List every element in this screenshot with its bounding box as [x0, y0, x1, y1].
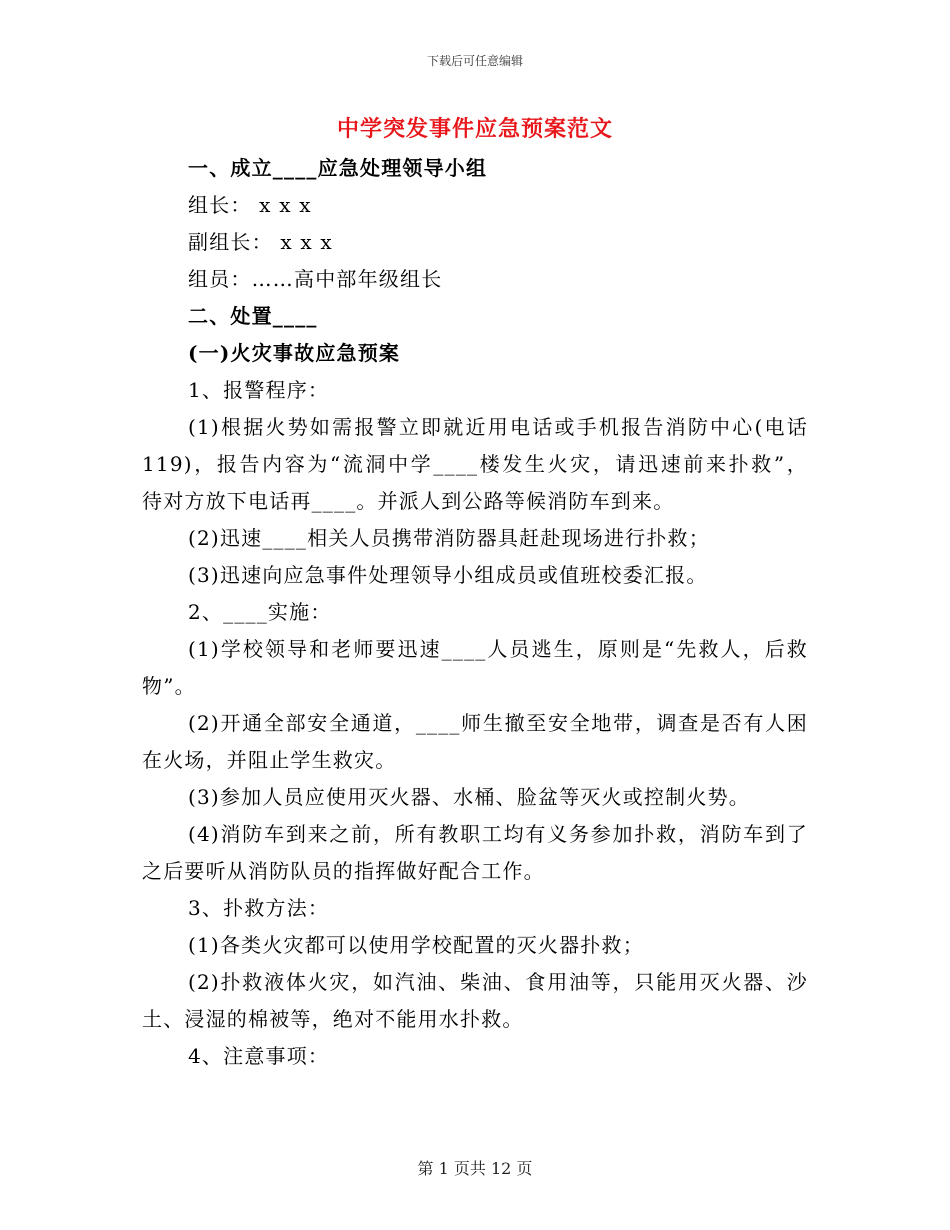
section-heading-1: 一、成立____应急处理领导小组: [188, 156, 488, 180]
document-body: [142, 150, 808, 1075]
paragraph-line: 3、扑救方法：: [188, 896, 330, 920]
paragraph-line: 119)，报告内容为“流洞中学____楼发生火灾，请迅速前来扑救”，: [142, 452, 808, 476]
paragraph-line: (2)开通全部安全通道，____师生撤至安全地带，调查是否有人困: [188, 711, 808, 735]
paragraph-line: (1)学校领导和老师要迅速____人员逃生，原则是“先救人，后救: [188, 637, 808, 661]
paragraph-line: 4、注意事项：: [188, 1044, 330, 1068]
paragraph-line: 物”。: [142, 674, 196, 698]
paragraph-line: 组长： x x x: [188, 193, 312, 217]
paragraph-line: (2)扑救液体火灾，如汽油、柴油、食用油等，只能用灭火器、沙: [188, 970, 808, 994]
paragraph-line: (1)各类火灾都可以使用学校配置的灭火器扑救；: [188, 933, 644, 957]
paragraph-line: 2、____实施：: [188, 600, 332, 624]
paragraph-line: (3)迅速向应急事件处理领导小组成员或值班校委汇报。: [188, 563, 708, 587]
paragraph-line: (2)迅速____相关人员携带消防器具赶赴现场进行扑救；: [188, 526, 710, 550]
paragraph-line: 副组长： x x x: [188, 230, 333, 254]
page-footer: 第 1 页共 12 页: [417, 1159, 533, 1178]
paragraph-line: 待对方放下电话再____。并派人到公路等候消防车到来。: [142, 489, 675, 513]
subsection-heading: (一)火灾事故应急预案: [188, 341, 401, 365]
section-heading-2: 二、处置____: [188, 304, 318, 328]
paragraph-line: (1)根据火势如需报警立即就近用电话或手机报告消防中心(电话: [188, 415, 808, 439]
paragraph-line: (3)参加人员应使用灭火器、水桶、脸盆等灭火或控制火势。: [188, 785, 750, 809]
header-note: 下载后可任意编辑: [426, 54, 523, 68]
paragraph-line: 1、报警程序：: [188, 378, 330, 402]
paragraph-line: 之后要听从消防队员的指挥做好配合工作。: [142, 859, 545, 883]
paragraph-line: 在火场，并阻止学生救灾。: [142, 748, 397, 772]
paragraph-line: 土、浸湿的棉被等，绝对不能用水扑救。: [142, 1007, 524, 1031]
paragraph-line: (4)消防车到来之前，所有教职工均有义务参加扑救，消防车到了: [188, 822, 808, 846]
paragraph-line: 组员：……高中部年级组长: [188, 267, 443, 291]
document-title: 中学突发事件应急预案范文: [336, 116, 613, 142]
